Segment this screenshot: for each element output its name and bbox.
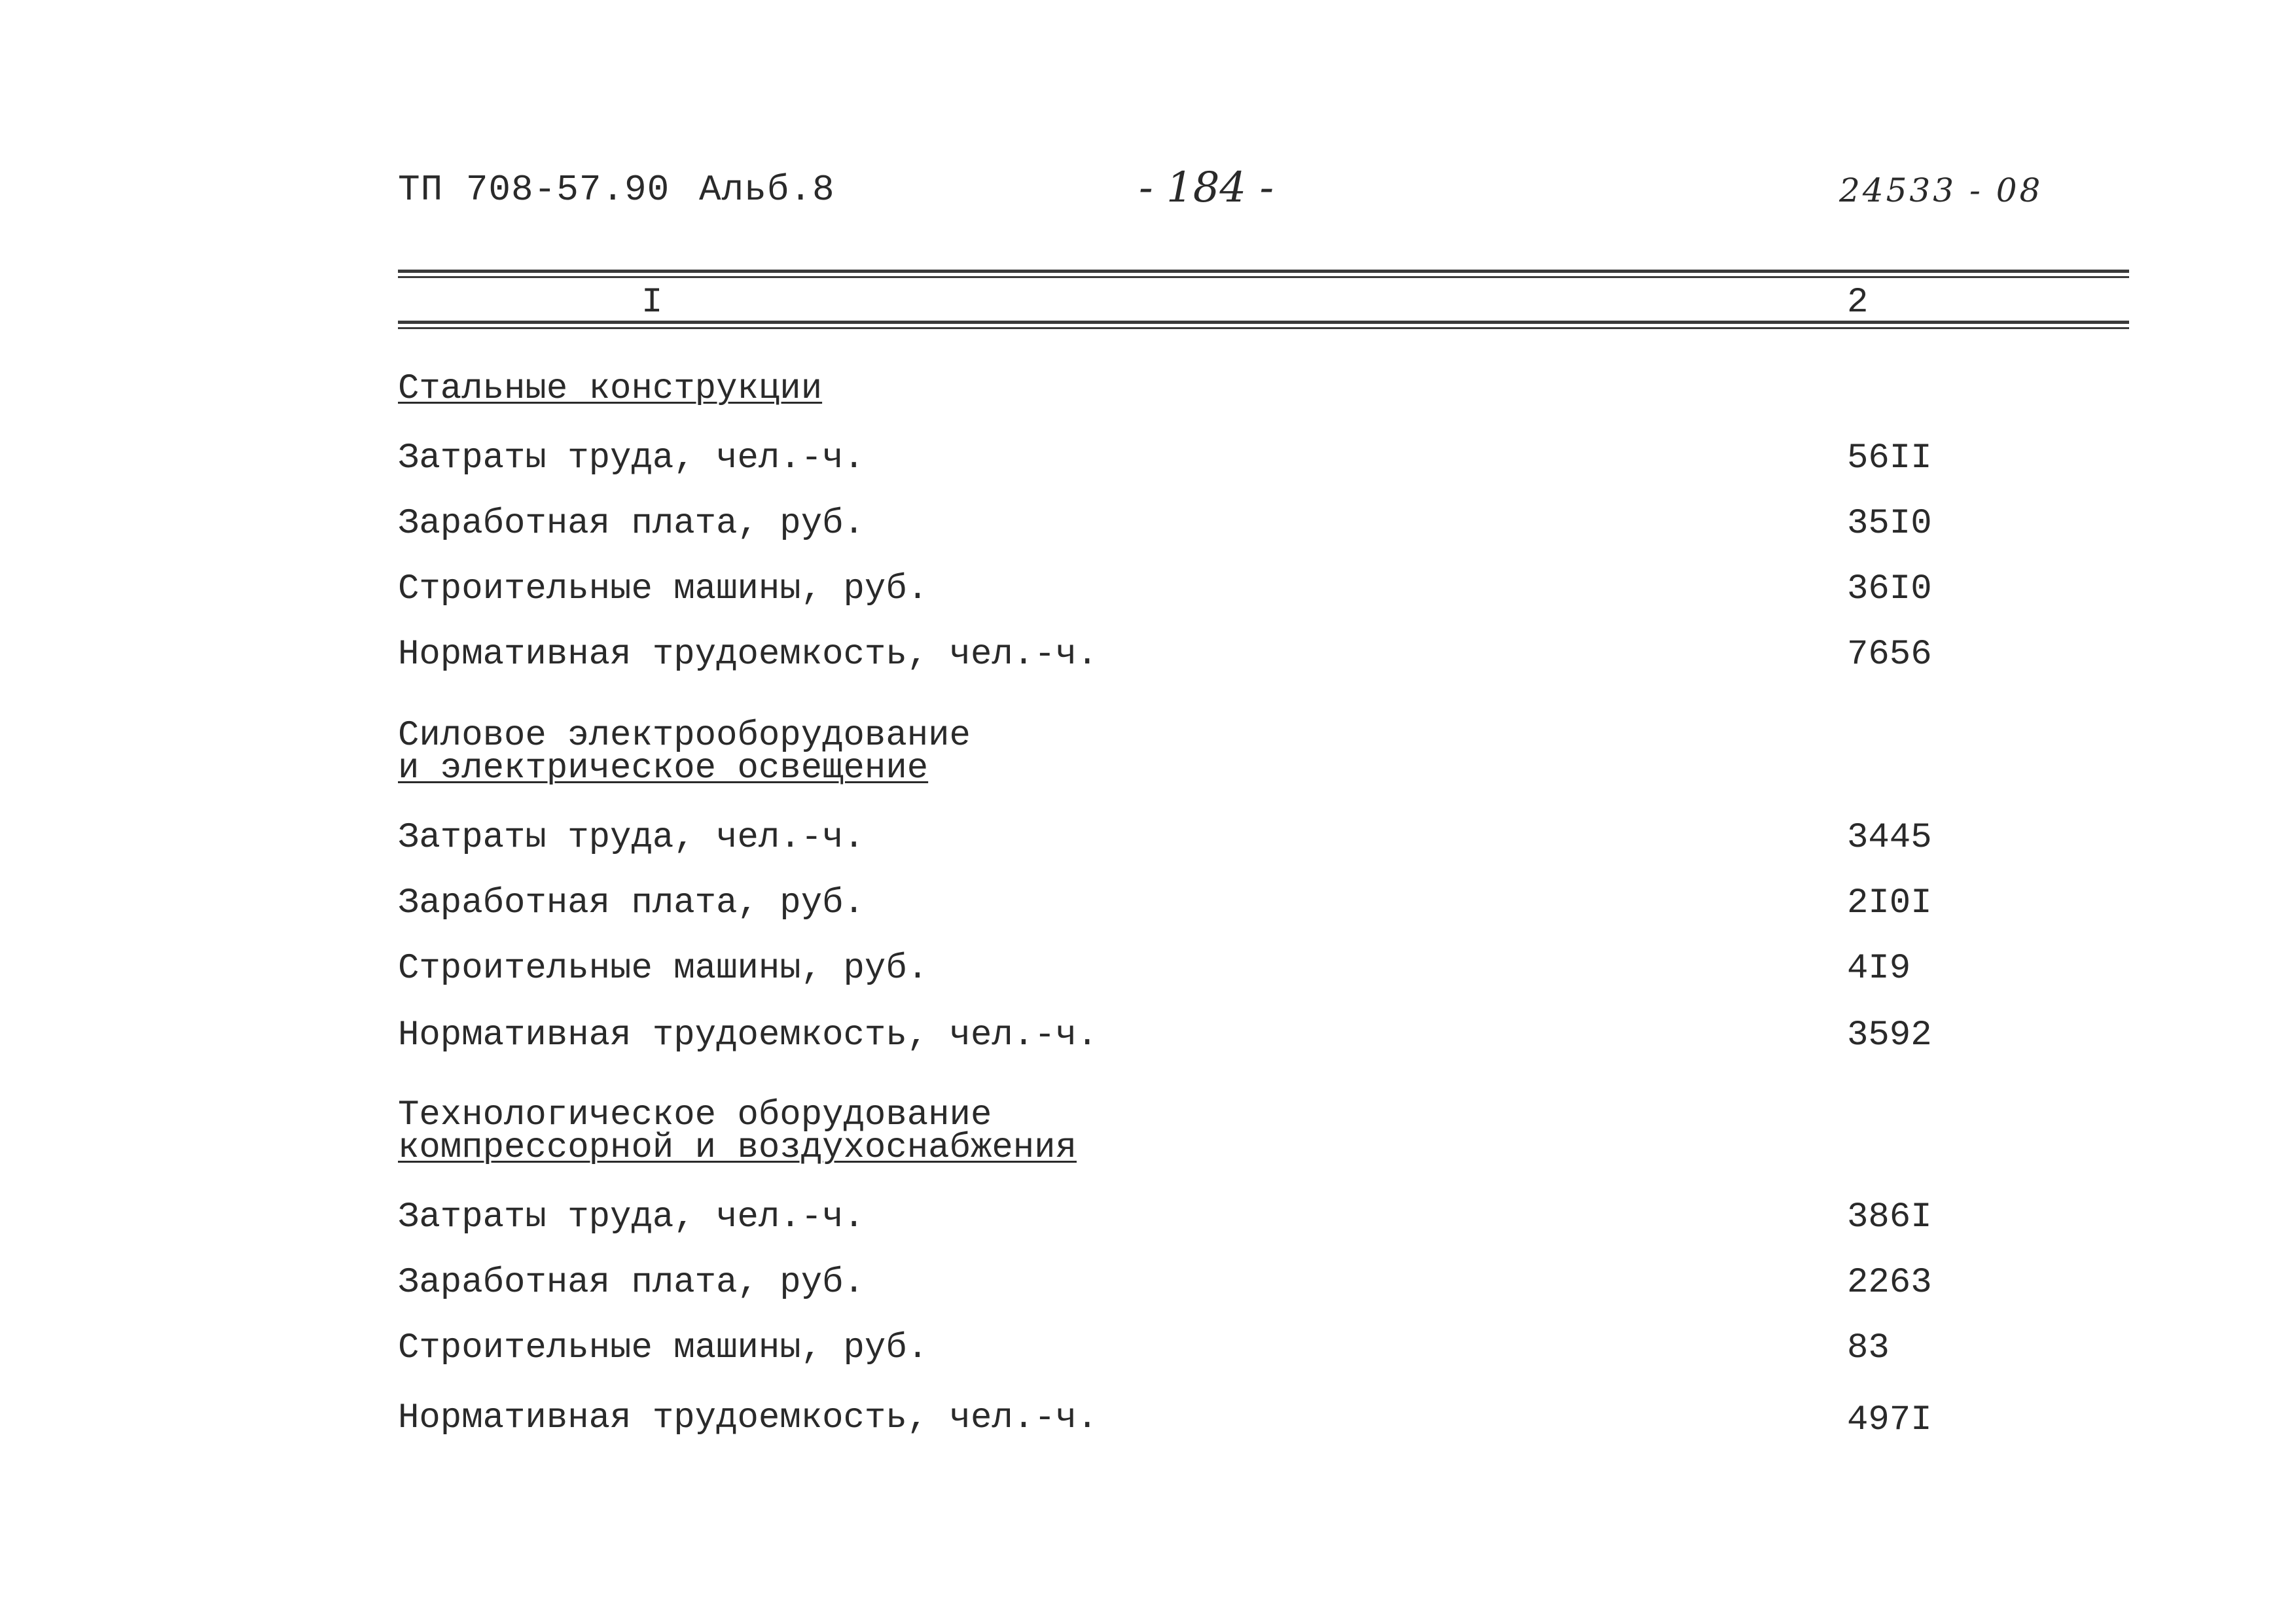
row-label: Строительные машины, руб. [398, 569, 929, 609]
row-label: Строительные машины, руб. [398, 949, 929, 989]
row-value: 83 [1847, 1328, 1890, 1368]
page-number: - 184 - [1139, 164, 1274, 212]
row-value: 3592 [1847, 1015, 1932, 1055]
table-top-rule [398, 270, 2129, 273]
section-title [398, 716, 971, 788]
column-header-2: 2 [1847, 283, 1869, 323]
album-number: Альб.8 [699, 169, 835, 211]
row-label: Затраты труда, чел.-ч. [398, 1197, 865, 1237]
section-title-line: Силовое электрооборудование [398, 716, 971, 756]
row-label: Заработная плата, руб. [398, 504, 865, 544]
row-label: Нормативная трудоемкость, чел.-ч. [398, 1398, 1098, 1438]
row-label: Нормативная трудоемкость, чел.-ч. [398, 1015, 1098, 1055]
row-label: Нормативная трудоемкость, чел.-ч. [398, 635, 1098, 675]
row-label: Заработная плата, руб. [398, 1263, 865, 1303]
row-value: 7656 [1847, 635, 1932, 675]
row-value: 497I [1847, 1400, 1932, 1440]
table-header-rule-thin [398, 327, 2129, 329]
table-top-rule-thin [398, 276, 2129, 278]
row-value: 36I0 [1847, 569, 1932, 609]
row-value: 56II [1847, 438, 1932, 478]
row-value: 386I [1847, 1197, 1932, 1237]
row-label: Строительные машины, руб. [398, 1328, 929, 1368]
archive-number: 24533 - 08 [1839, 171, 2043, 209]
row-label: Затраты труда, чел.-ч. [398, 438, 865, 478]
row-value: 2I0I [1847, 883, 1932, 923]
row-label: Заработная плата, руб. [398, 883, 865, 923]
row-value: 35I0 [1847, 504, 1932, 544]
document-code: ТП 708-57.90 [398, 169, 670, 211]
row-label: Затраты труда, чел.-ч. [398, 818, 865, 858]
section-title-line: Стальные конструкции [398, 369, 823, 409]
section-title [398, 1095, 1077, 1168]
section-title-line: и электрическое освещение [398, 749, 929, 788]
row-value: 2263 [1847, 1263, 1932, 1303]
column-header-1: I [641, 283, 663, 323]
section-title-line: Технологическое оборудование [398, 1095, 992, 1135]
section-title [398, 369, 823, 409]
section-title-line: компрессорной и воздухоснабжения [398, 1128, 1077, 1168]
row-value: 3445 [1847, 818, 1932, 858]
row-value: 4I9 [1847, 949, 1911, 989]
